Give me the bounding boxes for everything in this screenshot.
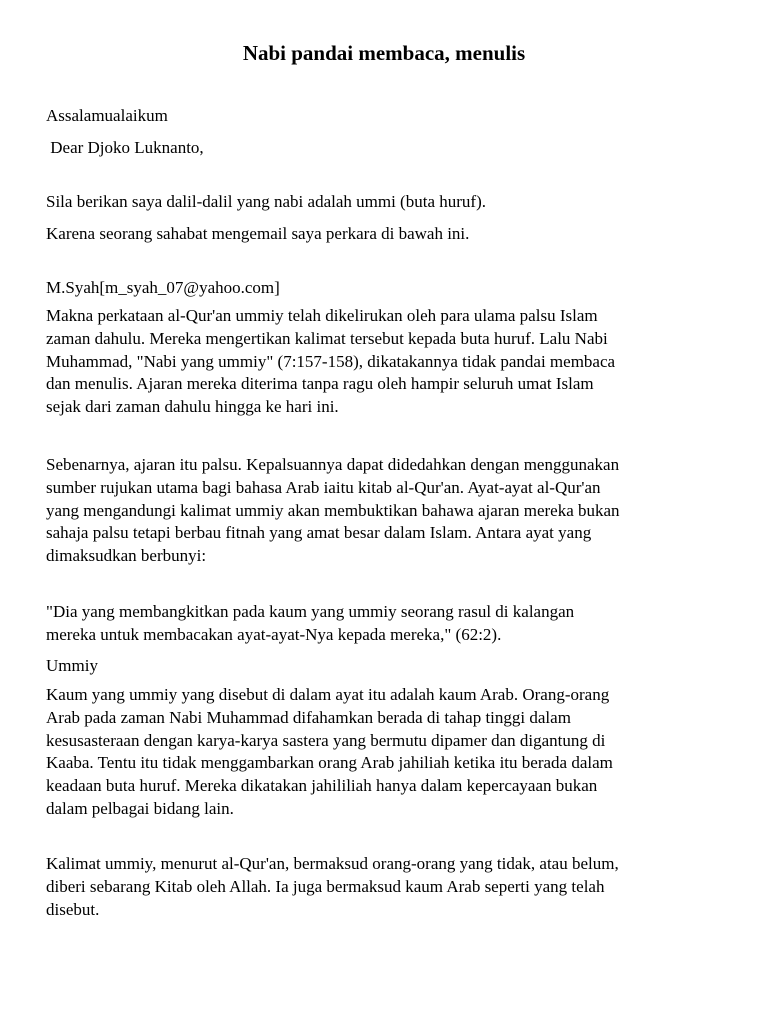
section-heading-ummiy: Ummiy (46, 656, 98, 675)
paragraph-line: Kalimat ummiy, menurut al-Qur'an, bermaksud orang-orang yang tidak, atau belum, (46, 854, 619, 873)
paragraph-2 (46, 454, 726, 568)
paragraph-line: dimaksudkan berbunyi: (46, 546, 207, 566)
paragraph-line: disebut. (46, 899, 100, 919)
paragraph-line: Makna perkataan al-Qur'an ummiy telah dikelirukan oleh para ulama palsu Islam (46, 306, 598, 325)
paragraph-line: Kaum yang ummiy yang disebut di dalam ayat itu adalah kaum Arab. Orang-orang (46, 685, 610, 704)
paragraph-line: Arab pada zaman Nabi Muhammad difahamkan berada di tahap tinggi dalam (46, 707, 571, 727)
paragraph-3 (46, 684, 726, 821)
quote-line: mereka untuk membacakan ayat-ayat-Nya kepada mereka," (62:2). (46, 624, 502, 644)
greeting: Assalamualaikum (46, 106, 168, 125)
paragraph-1 (46, 305, 726, 419)
paragraph-4 (46, 853, 726, 921)
paragraph-line: Sebenarnya, ajaran itu palsu. Kepalsuannya dapat didedahkan dengan menggunakan (46, 455, 620, 474)
paragraph-line: dan menulis. Ajaran mereka diterima tanpa ragu oleh hampir seluruh umat Islam (46, 374, 594, 394)
paragraph-line: diberi sebarang Kitab oleh Allah. Ia juga bermaksud kaum Arab seperti yang telah (46, 876, 605, 896)
document-title: Nabi pandai membaca, menulis (242, 41, 526, 65)
quote-block (46, 601, 726, 647)
quote-line: "Dia yang membangkitkan pada kaum yang ummiy seorang rasul di kalangan (46, 602, 575, 621)
paragraph-line: zaman dahulu. Mereka mengertikan kalimat tersebut kepada buta huruf. Lalu Nabi (46, 328, 608, 348)
paragraph-line: sumber rujukan utama bagi bahasa Arab iaitu kitab al-Qur'an. Ayat-ayat al-Qur'an (46, 477, 601, 497)
paragraph-line: kesusasteraan dengan karya-karya sastera yang bermutu dipamer dan digantung di (46, 730, 606, 750)
paragraph-line: Kaaba. Tentu itu tidak menggambarkan orang Arab jahiliah ketika itu berada dalam (46, 753, 613, 773)
paragraph-line: yang mengandungi kalimat ummiy akan membuktikan bahawa ajaran mereka bukan (46, 500, 620, 520)
sender-line: M.Syah[m_syah_07@yahoo.com] (46, 278, 280, 297)
paragraph-line: sejak dari zaman dahulu hingga ke hari ini. (46, 397, 339, 417)
paragraph-line: Muhammad, "Nabi yang ummiy" (7:157-158), dikatakannya tidak pandai membaca (46, 351, 616, 371)
request-line-1: Sila berikan saya dalil-dalil yang nabi adalah ummi (buta huruf). (46, 192, 486, 211)
paragraph-line: keadaan buta huruf. Mereka dikatakan jahililiah hanya dalam kepercayaan bukan (46, 776, 598, 796)
salutation: Dear Djoko Luknanto, (46, 138, 204, 157)
request-line-2: Karena seorang sahabat mengemail saya perkara di bawah ini. (46, 224, 470, 243)
paragraph-line: sahaja palsu tetapi berbau fitnah yang amat besar dalam Islam. Antara ayat yang (46, 523, 592, 543)
paragraph-line: dalam pelbagai bidang lain. (46, 798, 234, 818)
